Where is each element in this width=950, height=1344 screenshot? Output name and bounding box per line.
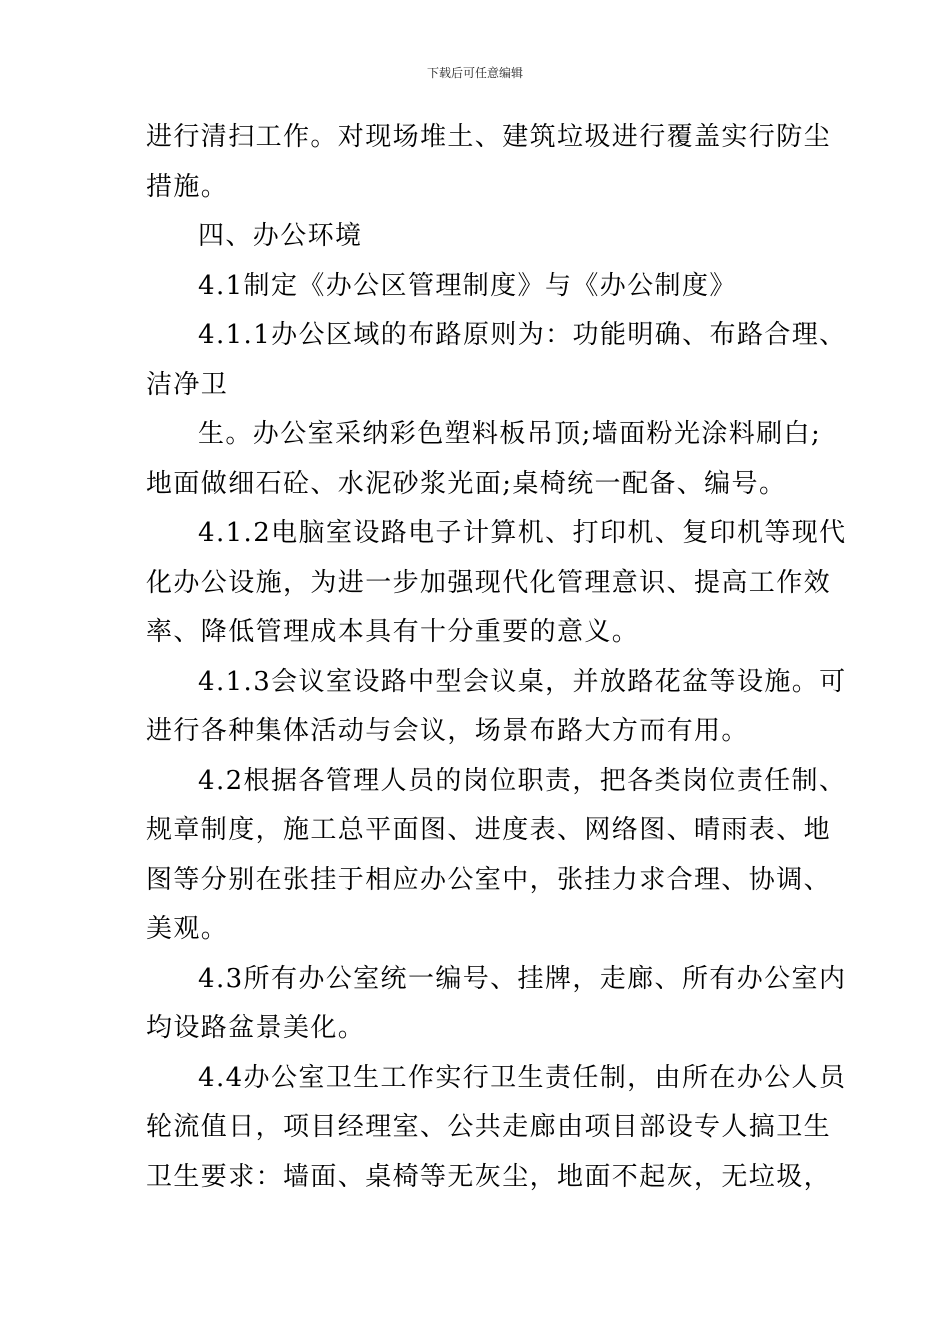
paragraph-line: 生。办公室采纳彩色塑料板吊顶;墙面粉光涂料刷白; <box>198 419 822 449</box>
paragraph-line: 化办公设施，为进一步加强现代化管理意识、提高工作效 <box>146 567 832 598</box>
paragraph-line: 率、降低管理成本具有十分重要的意义。 <box>146 617 640 647</box>
paragraph-line: 4.1.1办公区域的布路原则为：功能明确、布路合理、 <box>198 320 847 350</box>
paragraph-line: 规章制度，施工总平面图、进度表、网络图、晴雨表、地 <box>146 815 832 845</box>
page-header: 下载后可任意编辑 <box>426 66 523 80</box>
paragraph-line: 4.4办公室卫生工作实行卫生责任制，由所在办公人员 <box>198 1062 847 1093</box>
paragraph-line: 美观。 <box>146 914 229 944</box>
paragraph-line: 图等分别在张挂于相应办公室中，张挂力求合理、协调、 <box>146 864 832 895</box>
paragraph-line: 卫生要求：墙面、桌椅等无灰尘，地面不起灰，无垃圾， <box>146 1161 832 1192</box>
paragraph-line: 4.1.2电脑室设路电子计算机、打印机、复印机等现代 <box>198 518 847 548</box>
paragraph-line: 4.1制定《办公区管理制度》与《办公制度》 <box>198 270 737 301</box>
paragraph-line: 四、办公环境 <box>198 221 363 251</box>
paragraph-line: 地面做细石砼、水泥砂浆光面;桌椅统一配备、编号。 <box>146 468 787 499</box>
paragraph-line: 4.2根据各管理人员的岗位职责，把各类岗位责任制、 <box>198 765 847 796</box>
paragraph-line: 4.1.3会议室设路中型会议桌，并放路花盆等设施。可 <box>198 666 847 697</box>
paragraph-line: 进行清扫工作。对现场堆土、建筑垃圾进行覆盖实行防尘 <box>146 122 832 152</box>
paragraph-line: 洁净卫 <box>146 369 229 400</box>
paragraph-line: 均设路盆景美化。 <box>146 1013 366 1043</box>
paragraph-line: 4.3所有办公室统一编号、挂牌，走廊、所有办公室内 <box>198 963 847 994</box>
paragraph-line: 措施。 <box>146 171 229 202</box>
document-body <box>146 122 847 1213</box>
paragraph-line: 轮流值日，项目经理室、公共走廊由项目部设专人搞卫生 <box>146 1112 832 1142</box>
paragraph-line: 进行各种集体活动与会议，场景布路大方而有用。 <box>146 716 749 746</box>
